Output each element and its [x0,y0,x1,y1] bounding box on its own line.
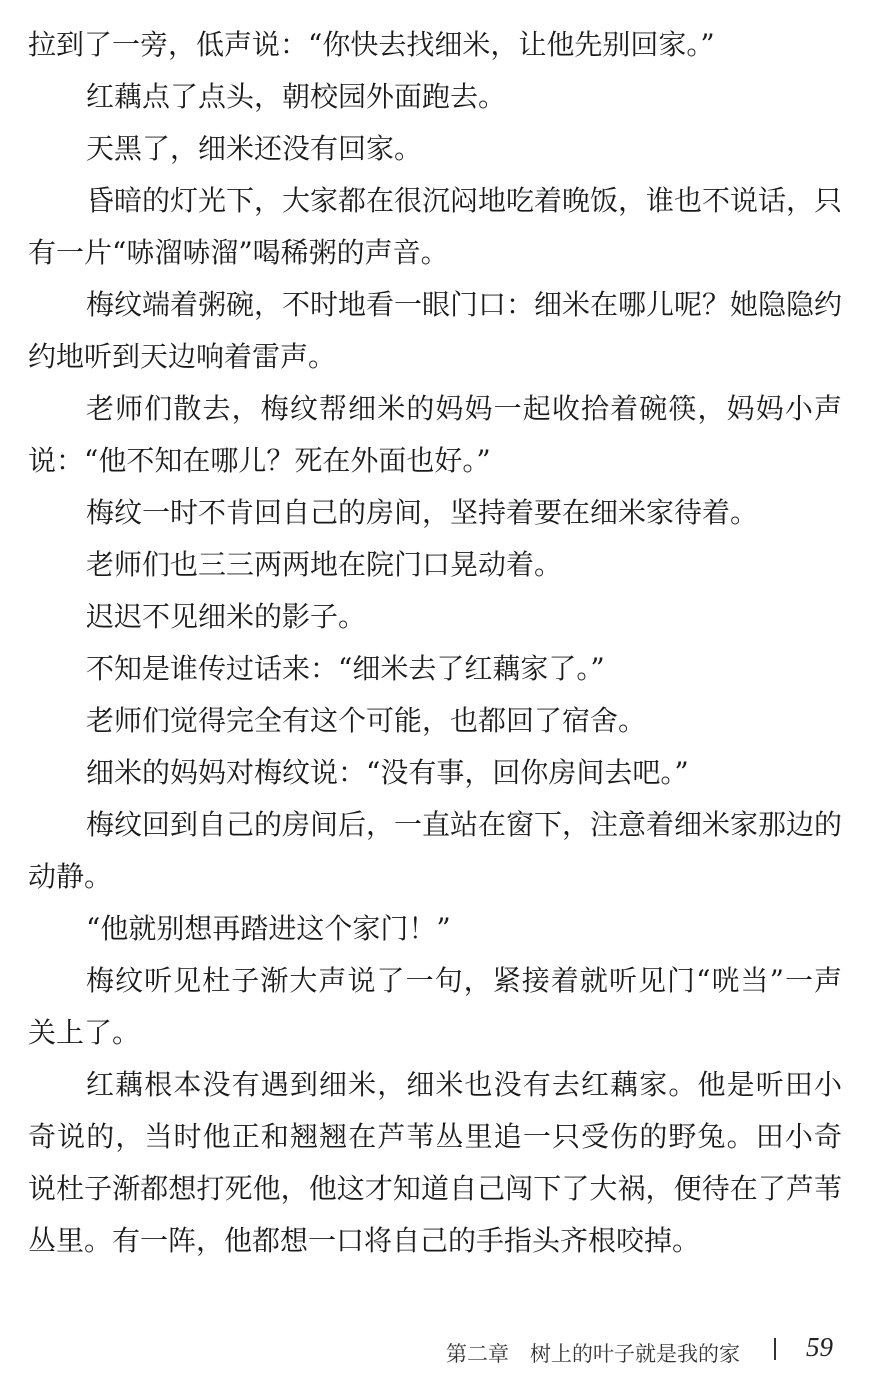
page-number: 59 [806,1332,833,1362]
text-line: 梅纹一时不肯回自己的房间，坚持着要在细米家待着。 [86,496,759,529]
text-line: 昏暗的灯光下，大家都在很沉闷地吃着晚饭，谁也不说话，只 [86,184,843,217]
paragraph [28,799,842,903]
paragraph [28,695,842,747]
text-line: 关上了。 [28,1016,141,1049]
text-line: 红藕点了点头，朝校园外面跑去。 [86,80,507,113]
text-line: 约地听到天边响着雷声。 [28,340,337,373]
paragraph [28,747,842,799]
text-line: 不知是谁传过话来：“细米去了红藕家了。” [86,652,605,685]
text-line: 天黑了，细米还没有回家。 [86,132,423,165]
text-line: 老师们觉得完全有这个可能，也都回了宿舍。 [86,704,647,737]
page-footer [0,1332,872,1372]
text-line: 迟迟不见细米的影子。 [86,600,367,633]
paragraph [28,955,842,1059]
text-line: 奇说的，当时他正和翘翘在芦苇丛里追一只受伤的野兔。田小奇 [28,1120,842,1153]
paragraph [28,279,842,383]
paragraph [28,123,842,175]
paragraph [28,643,842,695]
text-line: 拉到了一旁，低声说：“你快去找细米，让他先别回家。” [28,28,715,61]
text-line: 梅纹回到自己的房间后，一直站在窗下，注意着细米家那边的 [86,808,843,841]
text-line: 有一片“哧溜哧溜”喝稀粥的声音。 [28,236,449,269]
paragraph [28,1059,842,1267]
paragraph [28,175,842,279]
text-line: “他就别想再踏进这个家门！” [86,912,451,945]
text-line: 红藕根本没有遇到细米，细米也没有去红藕家。他是听田小 [86,1068,842,1101]
paragraph [28,591,842,643]
text-line: 说杜子渐都想打死他，他这才知道自己闯下了大祸，便待在了芦苇 [28,1172,842,1205]
text-line: 老师们也三三两两地在院门口晃动着。 [86,548,563,581]
text-line: 老师们散去，梅纹帮细米的妈妈一起收拾着碗筷，妈妈小声 [86,392,842,425]
paragraph [28,539,842,591]
footer-divider [774,1338,776,1360]
text-line: 动静。 [28,860,113,893]
paragraph [28,19,842,71]
running-footer-chapter: 第二章 树上的叶子就是我的家 [446,1342,740,1366]
body-text [28,19,842,1267]
text-line: 说：“他不知在哪儿？死在外面也好。” [28,444,491,477]
paragraph [28,383,842,487]
paragraph [28,71,842,123]
text-line: 丛里。有一阵，他都想一口将自己的手指头齐根咬掉。 [28,1224,701,1257]
text-line: 细米的妈妈对梅纹说：“没有事，回你房间去吧。” [86,756,689,789]
paragraph [28,903,842,955]
paragraph [28,487,842,539]
text-line: 梅纹端着粥碗，不时地看一眼门口：细米在哪儿呢？她隐隐约 [86,288,843,321]
text-line: 梅纹听见杜子渐大声说了一句，紧接着就听见门“咣当”一声 [86,964,842,997]
